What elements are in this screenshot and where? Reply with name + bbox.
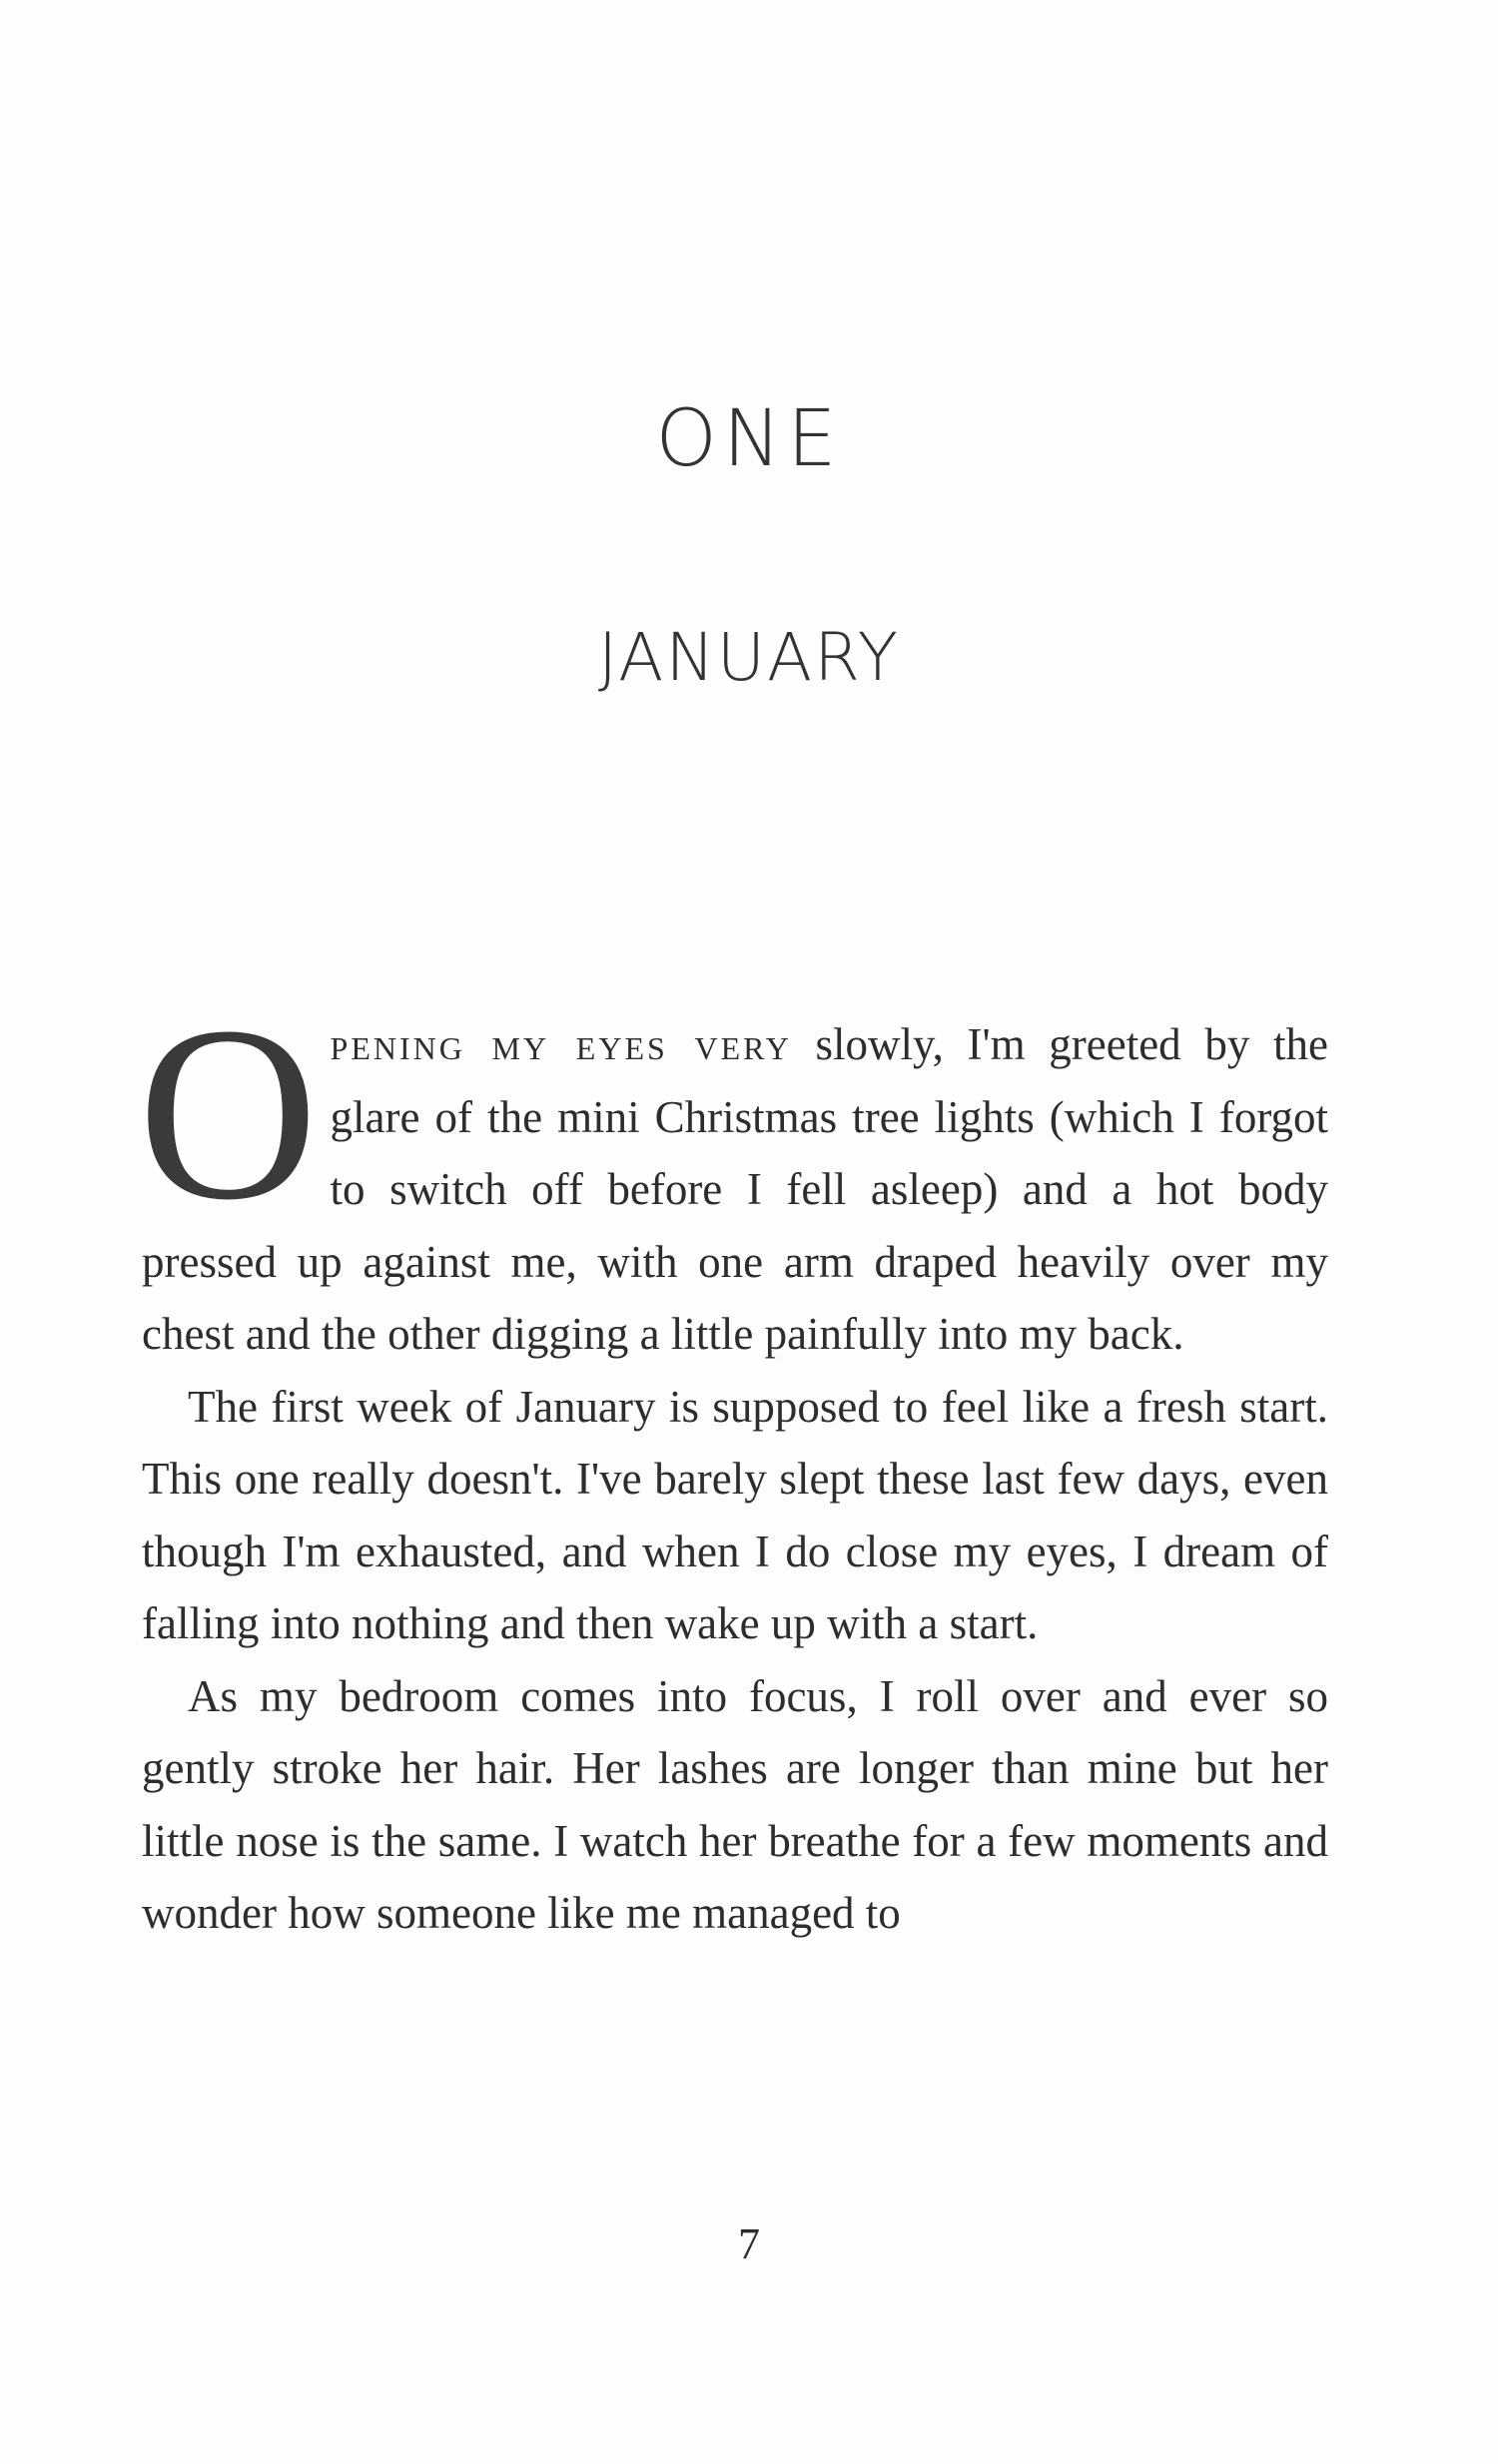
lead-in-small-caps: pening my eyes very — [330, 1019, 792, 1069]
chapter-number: ONE — [655, 394, 843, 484]
paragraph-1 — [138, 975, 1329, 1371]
chapter-body — [138, 975, 1329, 1950]
paragraph-3: As my bedroom comes into focus, I roll over and ever so gently stroke her hair. Her lashes are longer than mine but her little nose is the same. I watch her breathe for a few moments and wonder how someone like me managed to — [142, 1670, 1328, 1938]
chapter-title: JANUARY — [597, 619, 901, 696]
page-number: 7 — [738, 2219, 760, 2268]
drop-cap: O — [138, 975, 319, 1252]
paragraph-2: The first week of January is supposed to feel like a fresh start. This one really doesn't. I've barely slept these last few days, even though I'm exhausted, and when I do close my eyes, I dream of falling into nothing and then wake up with a start. — [142, 1381, 1328, 1648]
paragraph-1-text: slowly, I'm greeted by the glare of the mini Christmas tree lights (which I forgot to switch off before I fell asleep) and a hot body pressed up against me, with one arm draped heavily over my chest and the other digging a little painfully into my back. — [142, 1019, 1329, 1359]
